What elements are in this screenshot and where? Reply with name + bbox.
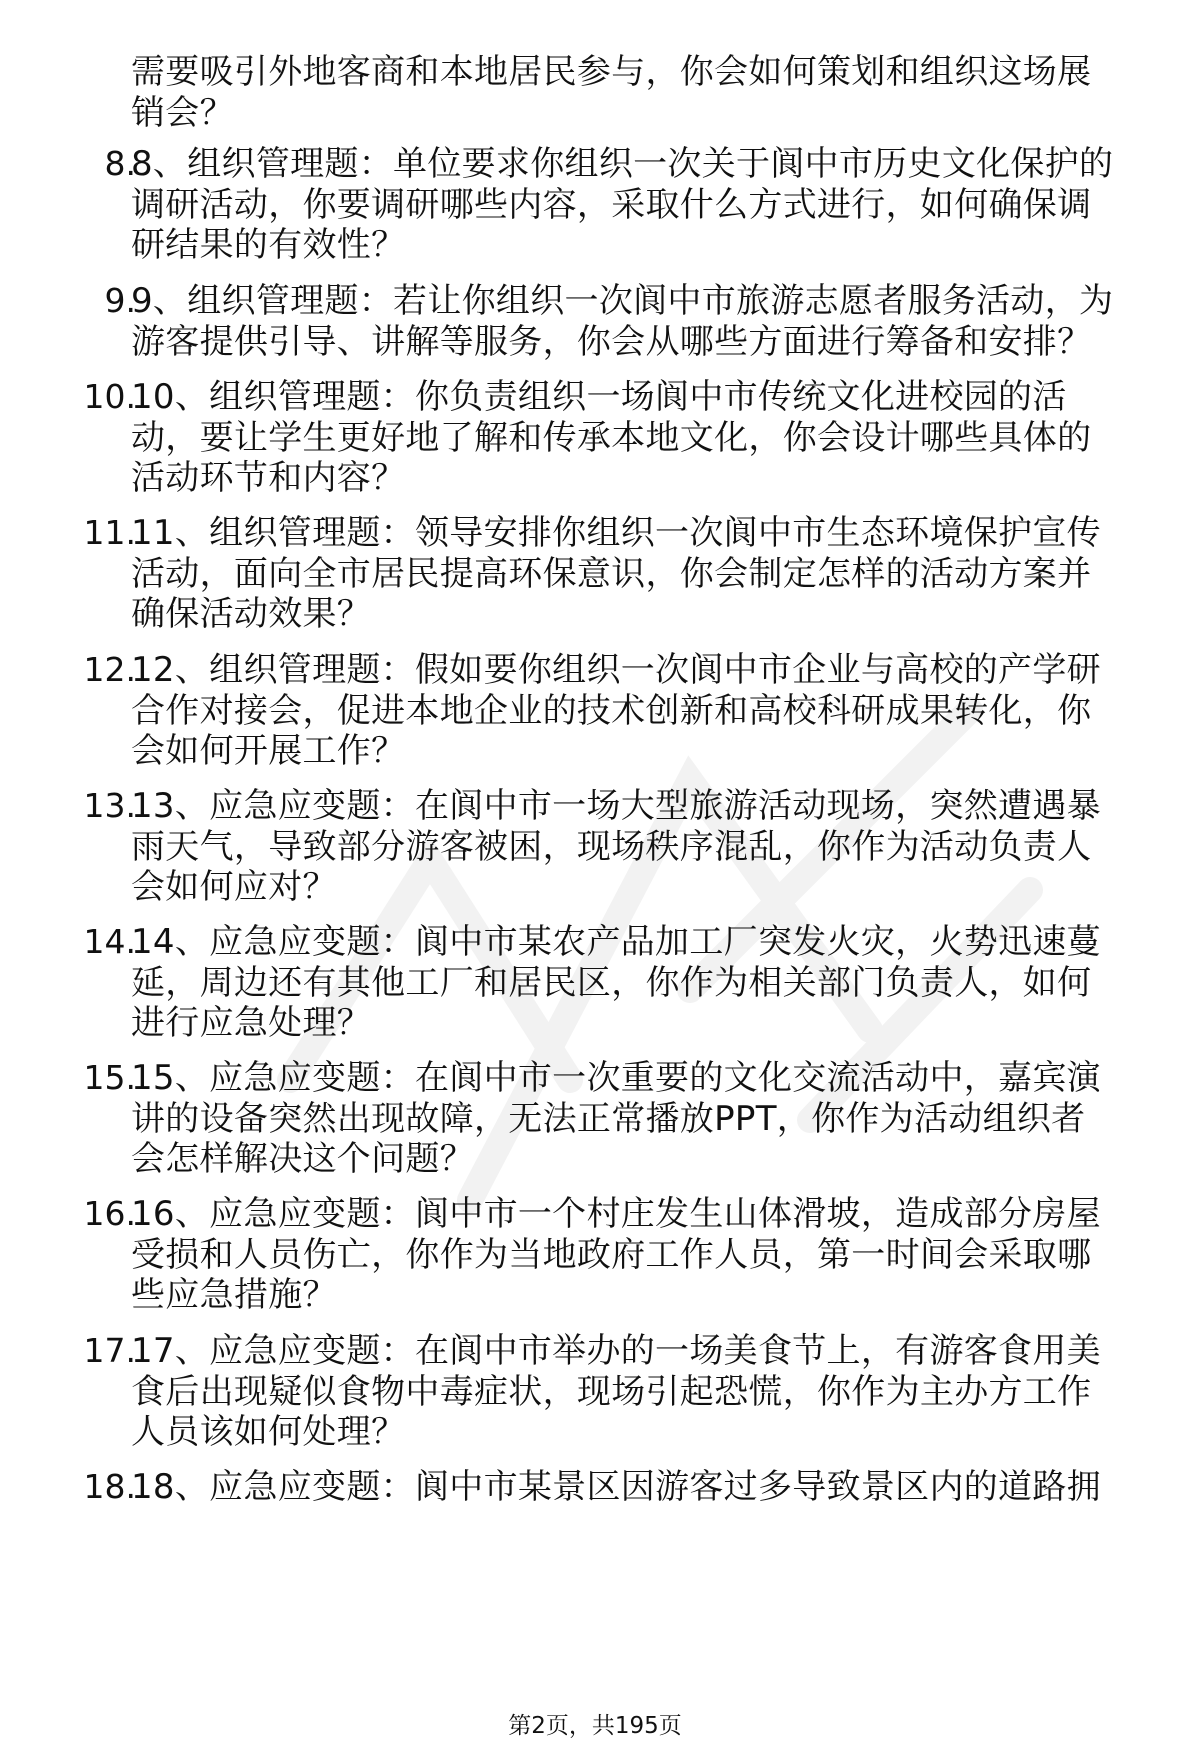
text-line: 需要吸引外地客商和本地居民参与，你会如何策划和组织这场展 xyxy=(131,52,1092,92)
item-number: 9. xyxy=(104,281,136,320)
text-line: 进行应急处理？ xyxy=(131,1003,372,1043)
text-line: 15、应急应变题：在阆中市一次重要的文化交流活动中，嘉宾演 xyxy=(131,1058,1101,1098)
item-text xyxy=(131,281,1151,362)
text-line: 动，要让学生更好地了解和传承本地文化，你会设计哪些具体的 xyxy=(131,417,1092,458)
item-text xyxy=(131,377,1151,499)
item-number: 11. xyxy=(83,513,136,552)
text-line: 活动环节和内容？ xyxy=(131,458,406,498)
item-number: 10. xyxy=(83,377,136,416)
text-line: 讲的设备突然出现故障，无法正常播放PPT，你作为活动组织者 xyxy=(131,1098,1086,1139)
item-text xyxy=(131,144,1151,266)
text-line: 活动，面向全市居民提高环保意识，你会制定怎样的活动方案并 xyxy=(131,553,1092,594)
text-line: 17、应急应变题：在阆中市举办的一场美食节上，有游客食用美 xyxy=(131,1331,1101,1371)
text-line: 11、组织管理题：领导安排你组织一次阆中市生态环境保护宣传 xyxy=(131,513,1101,553)
item-number: 8. xyxy=(104,144,136,183)
item-number: 18. xyxy=(83,1467,136,1506)
item-number: 13. xyxy=(83,786,136,825)
text-line: 调研活动，你要调研哪些内容，采取什么方式进行，如何确保调 xyxy=(131,184,1092,225)
item-number: 12. xyxy=(83,650,136,689)
item-text xyxy=(131,1467,1151,1508)
text-line: 确保活动效果？ xyxy=(131,594,372,634)
text-line: 销会？ xyxy=(131,92,234,133)
item-text xyxy=(131,922,1151,1044)
item-number: 14. xyxy=(83,922,136,961)
text-line: 13、应急应变题：在阆中市一场大型旅游活动现场，突然遭遇暴 xyxy=(131,786,1101,826)
text-line: 延，周边还有其他工厂和居民区，你作为相关部门负责人，如何 xyxy=(131,962,1092,1003)
item-text xyxy=(131,1058,1151,1180)
text-line: 食后出现疑似食物中毒症状，现场引起恐慌，你作为主办方工作 xyxy=(131,1371,1092,1412)
continuation-text xyxy=(131,52,1151,133)
text-line: 会如何开展工作？ xyxy=(131,731,406,771)
continuation-block xyxy=(0,52,1190,133)
item-text xyxy=(131,1194,1151,1316)
text-line: 16、应急应变题：阆中市一个村庄发生山体滑坡，造成部分房屋 xyxy=(131,1194,1101,1234)
page-footer: 第2页，共195页 xyxy=(508,1713,682,1739)
text-line: 14、应急应变题：阆中市某农产品加工厂突发火灾，火势迅速蔓 xyxy=(131,922,1101,962)
item-text xyxy=(131,786,1151,908)
item-text xyxy=(131,1331,1151,1453)
item-text xyxy=(131,513,1151,635)
text-line: 研结果的有效性？ xyxy=(131,225,406,265)
item-number: 16. xyxy=(83,1194,136,1233)
text-line: 会如何应对？ xyxy=(131,867,337,907)
text-line: 会怎样解决这个问题？ xyxy=(131,1139,474,1179)
text-line: 9、组织管理题：若让你组织一次阆中市旅游志愿者服务活动，为 xyxy=(131,281,1114,321)
item-number: 17. xyxy=(83,1331,136,1370)
text-line: 12、组织管理题：假如要你组织一次阆中市企业与高校的产学研 xyxy=(131,650,1101,690)
text-line: 雨天气，导致部分游客被困，现场秩序混乱，你作为活动负责人 xyxy=(131,826,1092,867)
text-line: 受损和人员伤亡，你作为当地政府工作人员，第一时间会采取哪 xyxy=(131,1234,1092,1275)
text-line: 18、应急应变题：阆中市某景区因游客过多导致景区内的道路拥 xyxy=(131,1467,1101,1507)
item-text xyxy=(131,650,1151,772)
text-line: 合作对接会，促进本地企业的技术创新和高校科研成果转化，你 xyxy=(131,690,1092,731)
text-line: 游客提供引导、讲解等服务，你会从哪些方面进行筹备和安排？ xyxy=(131,321,1092,362)
text-line: 10、组织管理题：你负责组织一场阆中市传统文化进校园的活 xyxy=(131,377,1067,417)
text-line: 人员该如何处理？ xyxy=(131,1412,406,1452)
text-line: 些应急措施？ xyxy=(131,1275,337,1315)
item-number: 15. xyxy=(83,1058,136,1097)
text-line: 8、组织管理题：单位要求你组织一次关于阆中市历史文化保护的 xyxy=(131,144,1114,184)
